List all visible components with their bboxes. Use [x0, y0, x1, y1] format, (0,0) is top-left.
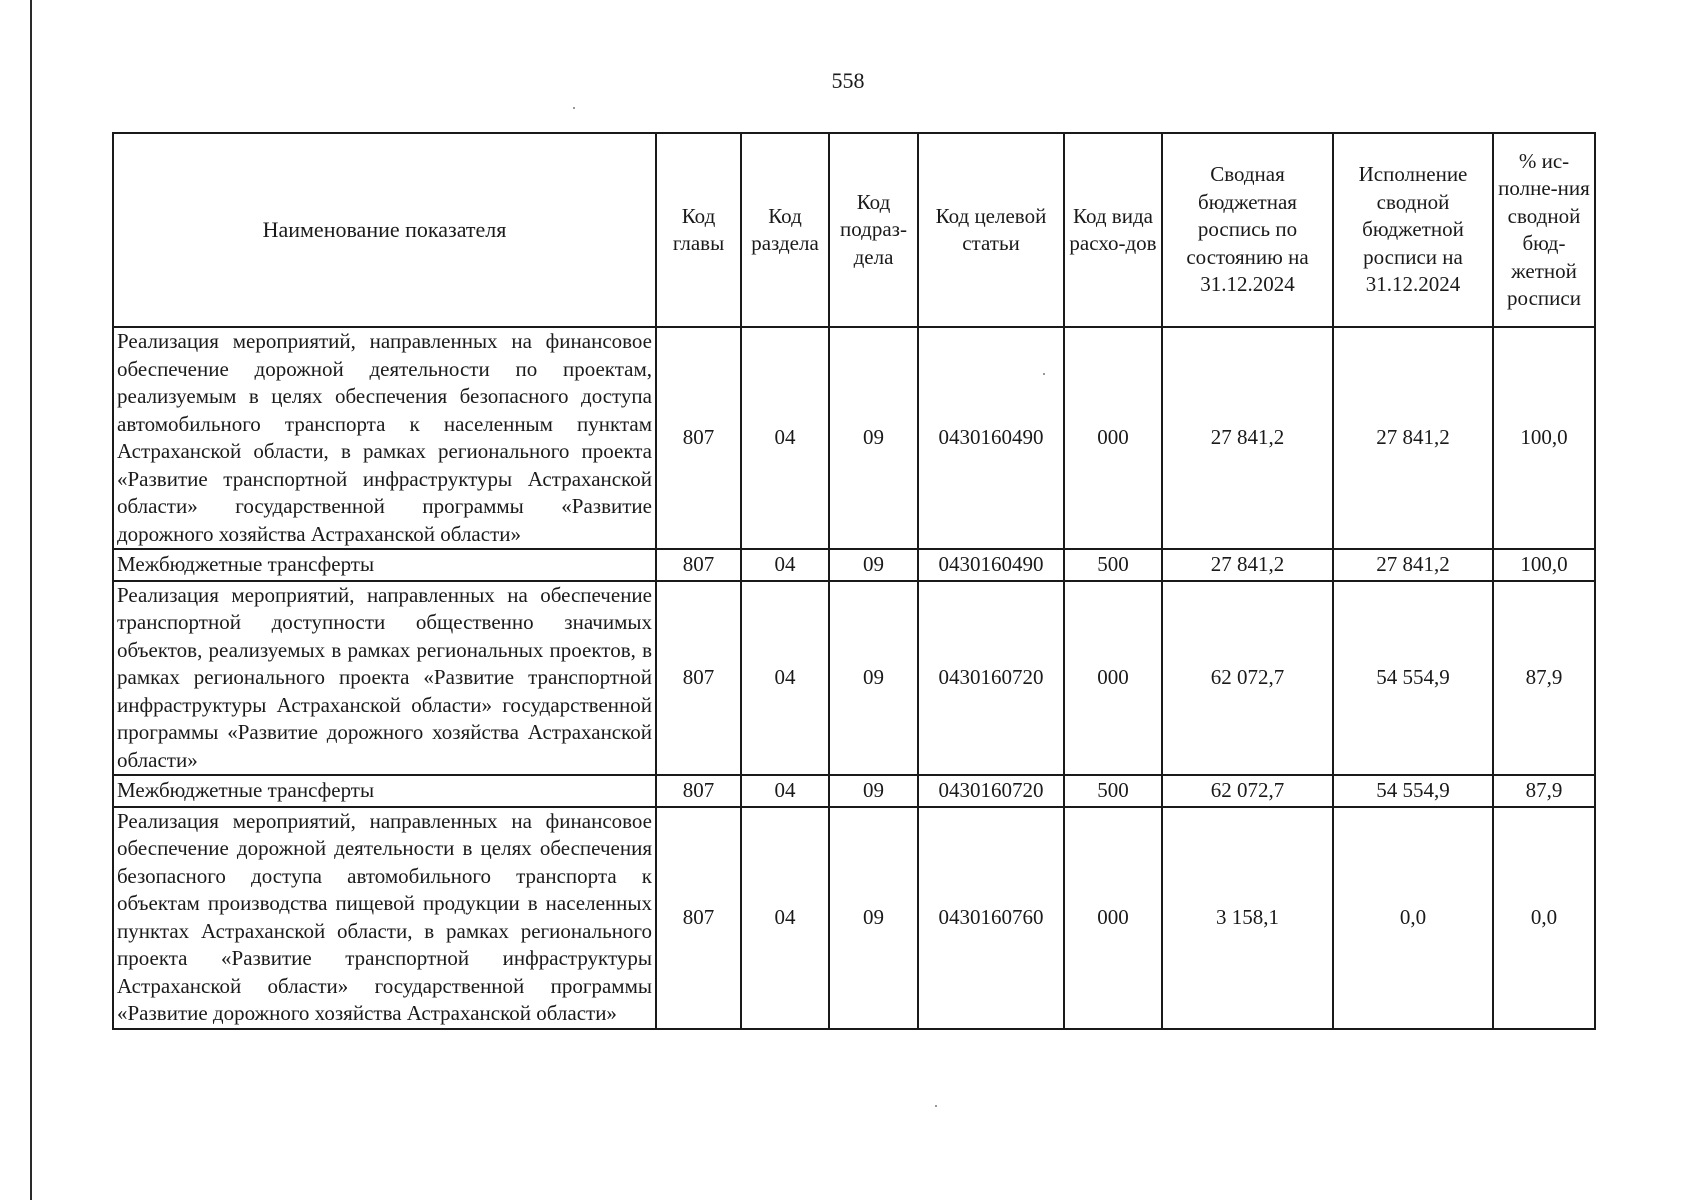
table-row — [113, 581, 1595, 776]
subsection-code-cell: 09 — [829, 775, 918, 807]
chapter-code-cell: 807 — [656, 775, 741, 807]
chapter-code-cell: 807 — [656, 807, 741, 1029]
header-indicator-name: Наименование показателя — [113, 133, 656, 327]
budget-execution-cell: 54 554,9 — [1333, 581, 1493, 776]
section-code-cell: 04 — [741, 327, 829, 549]
subsection-code-cell: 09 — [829, 327, 918, 549]
table-row — [113, 549, 1595, 581]
expense-type-code-cell: 000 — [1064, 327, 1162, 549]
budget-execution-table — [112, 132, 1596, 1030]
section-code-cell: 04 — [741, 581, 829, 776]
target-article-code-cell: 0430160490 — [918, 327, 1064, 549]
target-article-code-cell: 0430160720 — [918, 581, 1064, 776]
target-article-code-cell: 0430160760 — [918, 807, 1064, 1029]
header-chapter-code: Код главы — [656, 133, 741, 327]
subsection-code-cell: 09 — [829, 581, 918, 776]
expense-type-code-cell: 500 — [1064, 549, 1162, 581]
execution-percent-cell: 100,0 — [1493, 327, 1595, 549]
chapter-code-cell: 807 — [656, 549, 741, 581]
indicator-name-cell: Межбюджетные трансферты — [113, 549, 656, 581]
scan-edge-line — [30, 0, 32, 1200]
budget-execution-cell: 0,0 — [1333, 807, 1493, 1029]
budget-execution-cell: 27 841,2 — [1333, 549, 1493, 581]
budget-list-cell: 62 072,7 — [1162, 581, 1333, 776]
chapter-code-cell: 807 — [656, 327, 741, 549]
header-budget-execution: Исполнение сводной бюджетной росписи на 31.12.2024 — [1333, 133, 1493, 327]
page-number: 558 — [831, 68, 865, 93]
execution-percent-cell: 87,9 — [1493, 775, 1595, 807]
header-execution-percent: % ис-полне-ния сводной бюд-жетной росписи — [1493, 133, 1595, 327]
budget-list-cell: 3 158,1 — [1162, 807, 1333, 1029]
header-subsection-code: Код подраз-дела — [829, 133, 918, 327]
indicator-name-cell: Реализация мероприятий, направленных на обеспечение транспортной доступности общественно значимых объектов, реализуемых в рамках региональных проектов, в рамках регионального проекта «Развитие транспортной инфраструктуры Астраханской области» государственной программы «Развитие дорожного хозяйства Астраханской области» — [113, 581, 656, 776]
budget-list-cell: 27 841,2 — [1162, 549, 1333, 581]
budget-list-cell: 27 841,2 — [1162, 327, 1333, 549]
expense-type-code-cell: 000 — [1064, 807, 1162, 1029]
section-code-cell: 04 — [741, 775, 829, 807]
table-row — [113, 327, 1595, 549]
expense-type-code-cell: 000 — [1064, 581, 1162, 776]
header-budget-list: Сводная бюджетная роспись по состоянию на 31.12.2024 — [1162, 133, 1333, 327]
table-header-row — [113, 133, 1595, 327]
target-article-code-cell: 0430160490 — [918, 549, 1064, 581]
budget-execution-cell: 27 841,2 — [1333, 327, 1493, 549]
budget-list-cell: 62 072,7 — [1162, 775, 1333, 807]
indicator-name-cell: Реализация мероприятий, направленных на финансовое обеспечение дорожной деятельности по проектам, реализуемым в целях обеспечения безопасного доступа автомобильного транспорта к населенным пунктам Астраханской области, в рамках регионального проекта «Развитие транспортной инфраструктуры Астраханской области» государственной программы «Развитие дорожного хозяйства Астраханской области» — [113, 327, 656, 549]
table-row — [113, 775, 1595, 807]
budget-execution-cell: 54 554,9 — [1333, 775, 1493, 807]
subsection-code-cell: 09 — [829, 807, 918, 1029]
scan-speck — [573, 107, 575, 109]
section-code-cell: 04 — [741, 549, 829, 581]
expense-type-code-cell: 500 — [1064, 775, 1162, 807]
indicator-name-cell: Межбюджетные трансферты — [113, 775, 656, 807]
chapter-code-cell: 807 — [656, 581, 741, 776]
indicator-name-cell: Реализация мероприятий, направленных на финансовое обеспечение дорожной деятельности в целях обеспечения безопасного доступа автомобильного транспорта к объектам производства пищевой продукции в населенных пунктах Астраханской области, в рамках регионального проекта «Развитие транспортной инфраструктуры Астраханской области» государственной программы «Развитие дорожного хозяйства Астраханской области» — [113, 807, 656, 1029]
execution-percent-cell: 0,0 — [1493, 807, 1595, 1029]
header-section-code: Код раздела — [741, 133, 829, 327]
execution-percent-cell: 87,9 — [1493, 581, 1595, 776]
section-code-cell: 04 — [741, 807, 829, 1029]
header-target-article-code: Код целевой статьи — [918, 133, 1064, 327]
execution-percent-cell: 100,0 — [1493, 549, 1595, 581]
header-expense-type-code: Код вида расхо-дов — [1064, 133, 1162, 327]
scan-speck — [935, 1105, 937, 1107]
table-row — [113, 807, 1595, 1029]
subsection-code-cell: 09 — [829, 549, 918, 581]
target-article-code-cell: 0430160720 — [918, 775, 1064, 807]
